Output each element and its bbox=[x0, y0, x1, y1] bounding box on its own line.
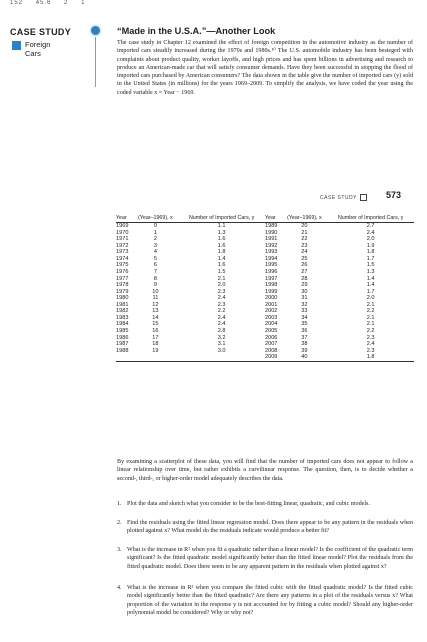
fragment-value: 152 bbox=[10, 0, 24, 6]
table-cell: 1985 bbox=[116, 327, 129, 334]
table-cell: 8 bbox=[153, 275, 157, 282]
table-cell: 2002 bbox=[264, 308, 278, 315]
table-cell: 1.8 bbox=[327, 354, 414, 361]
table-cell: 2.4 bbox=[217, 321, 226, 328]
table-cell: 1986 bbox=[116, 334, 129, 341]
table-row bbox=[116, 354, 414, 361]
subject-line: Foreign bbox=[25, 40, 51, 49]
top-page-fragment bbox=[10, 0, 95, 6]
question-text: What is the increase in R² when you fit a quadratic rather than a linear model? Is the coefficient of the quadratic term significant? Is the fitted quadratic model significantly better than the fitted linear model? Plot the residuals from the fitted quadratic model. Does there seem to be any apparent pattern in the residuals when plotted against x? bbox=[127, 547, 413, 570]
intro-paragraph: The case study in Chapter 12 examined the effect of foreign competition in the automotive industry as the number of imported cars steadily increased during the 1970s and 1980s.¹⁰ The U.S. automobile industry has been besieged with complaints about product quality, worker layoffs, and high prices and has spent billions in advertising and research to produce an American-made car that will satisfy consumer demands. Have they been successful in stopping the flood of imported cars purchased by American consumers? The data shown in the table give the number of imported cars (y) sold in the United States (in millions) for the years 1969–2009. To simplify the analysis, we have coded the year using the coded variable x = Year − 1969. bbox=[117, 40, 413, 96]
subject-line: Cars bbox=[25, 49, 41, 58]
table-cell: 1.5 bbox=[366, 262, 375, 269]
table-cell: 27 bbox=[301, 269, 308, 276]
table-cell: 36 bbox=[301, 327, 308, 334]
table-cell: 11 bbox=[152, 295, 159, 302]
table-cell: 3.0 bbox=[217, 347, 226, 354]
body-paragraph: By examining a scatterplot of these data, you will find that the number of imported cars does not appear to follow a linear relationship over time, but rather exhibits a curvilinear response. The question, then, is to decide whether a second-, third-, or higher-order model adequately describes the data. bbox=[117, 459, 413, 482]
table-cell: 2.2 bbox=[366, 327, 375, 334]
table-cell: 2003 bbox=[264, 314, 278, 321]
question-text: Plot the data and sketch what you consider to be the best-fitting linear, quadratic, and cubic models. bbox=[127, 501, 370, 507]
table-cell: 2001 bbox=[264, 301, 278, 308]
table-cell: 26 bbox=[301, 262, 308, 269]
case-study-subject bbox=[25, 40, 50, 58]
table-header-row bbox=[116, 215, 414, 223]
column-header: Year bbox=[116, 215, 133, 223]
table-cell: 1.4 bbox=[217, 255, 226, 262]
table-cell: 1976 bbox=[116, 269, 129, 276]
table-cell: 2.0 bbox=[366, 295, 375, 302]
table-cell: 2004 bbox=[264, 321, 278, 328]
table-cell: 6 bbox=[153, 262, 157, 269]
table-cell: 1.6 bbox=[217, 236, 226, 243]
table-cell: 1978 bbox=[116, 282, 129, 289]
table-cell: 37 bbox=[301, 334, 308, 341]
table-cell: 1999 bbox=[264, 288, 278, 295]
table-cell: 7 bbox=[153, 269, 157, 276]
table-cell: 1981 bbox=[116, 301, 129, 308]
question-number: 1. bbox=[117, 501, 122, 507]
table-cell: 40 bbox=[281, 354, 327, 361]
table-cell: 34 bbox=[301, 314, 308, 321]
table-cell: 31 bbox=[301, 295, 308, 302]
fragment-value: 45.6 bbox=[35, 0, 52, 6]
table-cell: 2007 bbox=[264, 341, 278, 348]
question-number: 2. bbox=[117, 520, 122, 526]
table-cell: 17 bbox=[152, 334, 159, 341]
table-cell: 1.8 bbox=[217, 249, 226, 256]
column-header: (Year–1969), x bbox=[133, 215, 179, 223]
table-cell: 1987 bbox=[116, 341, 129, 348]
question-item bbox=[117, 519, 413, 536]
table-cell: 1983 bbox=[116, 314, 129, 321]
table-cell: 1975 bbox=[116, 262, 129, 269]
table-cell: 1.6 bbox=[217, 242, 226, 249]
article-title: “Made in the U.S.A.”—Another Look bbox=[117, 26, 276, 36]
table-cell: 1992 bbox=[264, 242, 278, 249]
table-cell: 2005 bbox=[264, 327, 278, 334]
table-row bbox=[116, 223, 414, 230]
table-cell: 0 bbox=[153, 223, 157, 230]
table-cell: 1.7 bbox=[366, 255, 375, 262]
column-header: Number of Imported Cars, y bbox=[327, 215, 414, 223]
table-cell: 19 bbox=[152, 347, 159, 354]
table-cell: 2.4 bbox=[366, 229, 375, 236]
table-cell: 18 bbox=[152, 341, 159, 348]
table-cell: 1982 bbox=[116, 308, 129, 315]
table-cell: 1.7 bbox=[366, 288, 375, 295]
table-cell: 2.1 bbox=[366, 301, 375, 308]
question-number: 4. bbox=[117, 585, 122, 591]
table-cell: 2.0 bbox=[366, 236, 375, 243]
table-cell: 1998 bbox=[264, 282, 278, 289]
table-cell: 2.2 bbox=[217, 308, 226, 315]
table-cell: 25 bbox=[301, 255, 308, 262]
table-cell: 1970 bbox=[116, 229, 129, 236]
table-cell: 9 bbox=[153, 282, 157, 289]
table-cell: 1972 bbox=[116, 242, 129, 249]
table-cell: 29 bbox=[301, 282, 308, 289]
table-cell: 1979 bbox=[116, 288, 129, 295]
table-cell: 1971 bbox=[116, 236, 129, 243]
table-cell: 1.1 bbox=[217, 223, 226, 230]
fragment-value: 2 bbox=[64, 0, 69, 6]
table-cell: 1974 bbox=[116, 255, 129, 262]
table-cell: 1969 bbox=[116, 223, 129, 230]
table-cell: 1995 bbox=[264, 262, 278, 269]
table-cell: 3.2 bbox=[217, 334, 226, 341]
question-text: What is the increase in R² when you compare the fitted cubic with the fitted quadratic model? Is the fitted cubic model significantly better than the fitted quadratic? Are there any patterns in a plot of the residuals versus x? What proportion of the variation in the response y is not accounted for by fitting a cubic model? Should any higher-order polynomial model be considered? Why or why not? bbox=[127, 585, 413, 616]
table-cell: 1996 bbox=[264, 269, 278, 276]
table-cell: 2.1 bbox=[366, 314, 375, 321]
table-cell: 1991 bbox=[264, 236, 278, 243]
table-cell: 2000 bbox=[264, 295, 278, 302]
running-head-text: CASE STUDY bbox=[320, 194, 357, 201]
table-cell bbox=[133, 354, 179, 361]
table-cell: 22 bbox=[301, 236, 308, 243]
table-cell: 2.4 bbox=[217, 295, 226, 302]
table-cell: 24 bbox=[301, 249, 308, 256]
table-cell bbox=[116, 354, 133, 361]
table-cell: 1984 bbox=[116, 321, 129, 328]
table-cell: 2009 bbox=[265, 354, 282, 361]
table-cell: 2.3 bbox=[217, 301, 226, 308]
question-number: 3. bbox=[117, 547, 122, 553]
column-header: Year bbox=[265, 215, 282, 223]
section-divider-line bbox=[95, 37, 96, 87]
table-cell: 16 bbox=[152, 327, 159, 334]
question-item bbox=[117, 584, 413, 617]
table-cell bbox=[178, 354, 265, 361]
running-head bbox=[320, 194, 370, 201]
table-cell: 4 bbox=[153, 249, 157, 256]
question-item bbox=[117, 546, 413, 571]
table-cell: 2.1 bbox=[366, 321, 375, 328]
table-cell: 21 bbox=[301, 229, 308, 236]
question-text: Find the residuals using the fitted linear regression model. Does there appear to be any pattern in the residuals when plotted against x? What model do the residuals indicate would produce a better fit? bbox=[127, 520, 413, 535]
table-cell: 2006 bbox=[264, 334, 278, 341]
page-number: 573 bbox=[386, 190, 402, 200]
table-cell: 1994 bbox=[264, 255, 278, 262]
table-cell: 2.4 bbox=[217, 314, 226, 321]
table-cell: 33 bbox=[301, 308, 308, 315]
table-cell: 1.6 bbox=[217, 262, 226, 269]
table-cell: 1.3 bbox=[366, 269, 375, 276]
table-cell: 1973 bbox=[116, 249, 129, 256]
table-cell: 1.8 bbox=[366, 249, 375, 256]
table-cell: 10 bbox=[152, 288, 159, 295]
table-cell: 2.3 bbox=[366, 347, 375, 354]
section-marker-icon bbox=[91, 26, 100, 35]
table-cell: 32 bbox=[301, 301, 308, 308]
table-cell: 1.4 bbox=[366, 275, 375, 282]
table-cell: 20 bbox=[301, 223, 308, 230]
table-cell: 30 bbox=[301, 288, 308, 295]
column-header: Number of Imported Cars, y bbox=[178, 215, 265, 223]
table-cell: 15 bbox=[152, 321, 159, 328]
table-cell: 12 bbox=[152, 301, 159, 308]
table-cell: 1.3 bbox=[217, 229, 226, 236]
table-cell: 1.9 bbox=[366, 242, 375, 249]
table-cell: 1993 bbox=[264, 249, 278, 256]
table-cell: 28 bbox=[301, 275, 308, 282]
table-cell: 2 bbox=[153, 236, 157, 243]
table-cell: 1977 bbox=[116, 275, 129, 282]
table-cell: 2.8 bbox=[217, 327, 226, 334]
table-cell: 23 bbox=[301, 242, 308, 249]
table-cell: 2.3 bbox=[217, 288, 226, 295]
table-cell: 14 bbox=[152, 314, 159, 321]
table-cell: 5 bbox=[153, 255, 157, 262]
table-cell: 2.0 bbox=[217, 282, 226, 289]
square-icon bbox=[360, 194, 367, 201]
table-cell: 3 bbox=[153, 242, 157, 249]
table-cell: 1990 bbox=[264, 229, 278, 236]
fragment-value: 1 bbox=[81, 0, 86, 6]
case-study-badge-icon bbox=[12, 41, 21, 50]
table-cell: 2.3 bbox=[366, 334, 375, 341]
table-cell: 2.7 bbox=[366, 223, 375, 230]
table-cell: 1997 bbox=[264, 275, 278, 282]
table-cell: 39 bbox=[301, 347, 308, 354]
table-cell: 1988 bbox=[116, 347, 129, 354]
table-cell: 35 bbox=[301, 321, 308, 328]
table-cell: 1 bbox=[153, 229, 157, 236]
table-cell: 2.2 bbox=[366, 308, 375, 315]
table-cell: 1.4 bbox=[366, 282, 375, 289]
imported-cars-table bbox=[116, 215, 414, 362]
column-header: (Year–1969), x bbox=[281, 215, 327, 223]
question-item bbox=[117, 500, 413, 508]
table-cell: 2008 bbox=[264, 347, 278, 354]
table-cell: 2.1 bbox=[217, 275, 226, 282]
table-cell: 1980 bbox=[116, 295, 129, 302]
table-cell: 1989 bbox=[264, 223, 278, 230]
table-cell: 38 bbox=[301, 341, 308, 348]
table-cell: 1.5 bbox=[217, 269, 226, 276]
table-cell: 13 bbox=[152, 308, 159, 315]
table-cell: 2.4 bbox=[366, 341, 375, 348]
table-cell: 3.1 bbox=[217, 341, 226, 348]
case-study-label: CASE STUDY bbox=[10, 27, 72, 37]
